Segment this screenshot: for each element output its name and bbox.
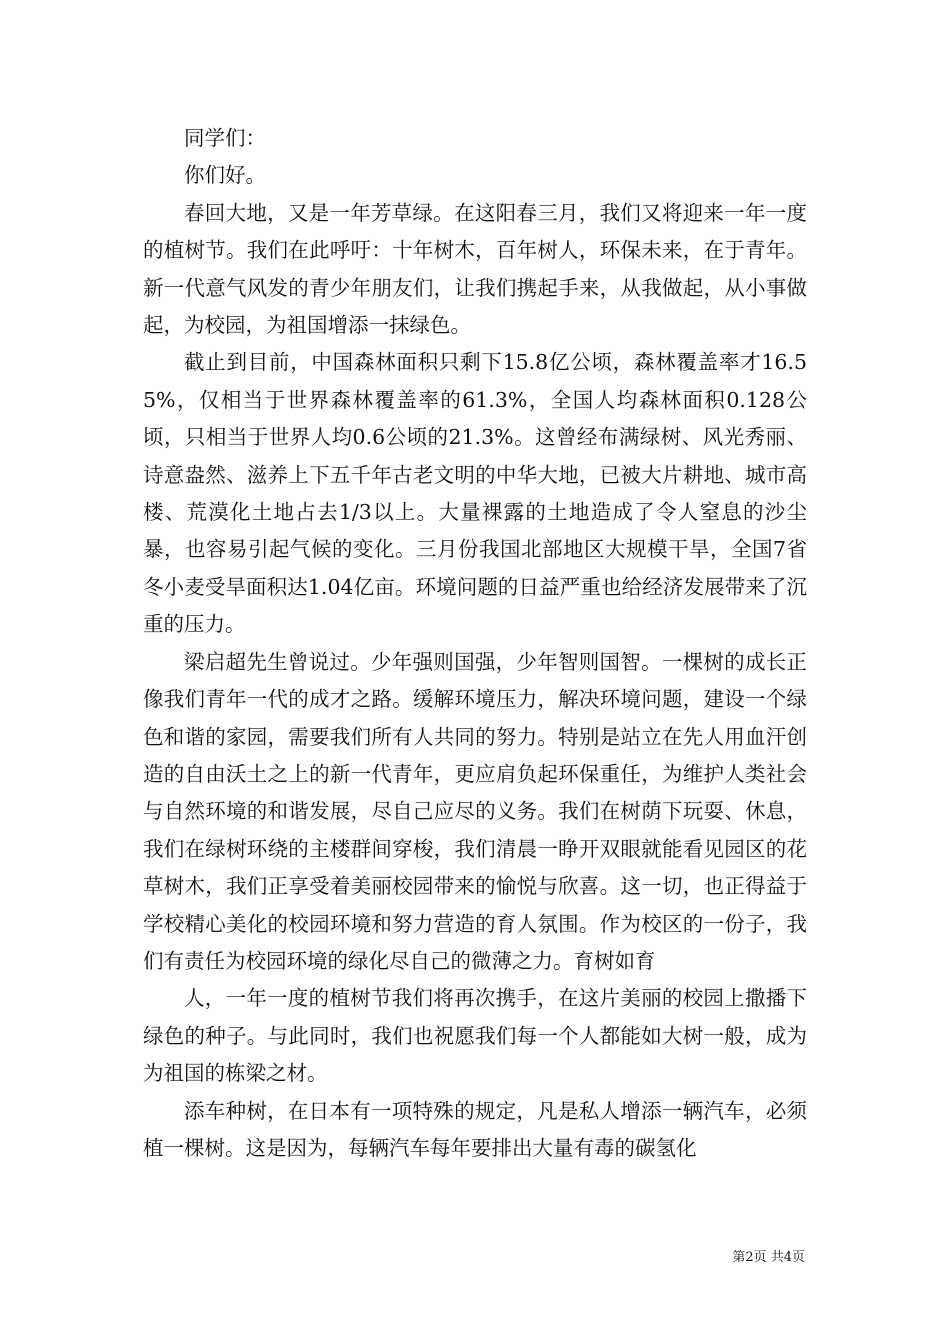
page-number-footer: 第2页 共4页 (732, 1250, 805, 1265)
paragraph-japan-cars: 添车种树，在日本有一项特殊的规定，凡是私人增添一辆汽车，必须植一棵树。这是因为，每辆汽车每年要排出大量有毒的碳氢化 (143, 1098, 807, 1160)
paragraph-youth-responsibility: 梁启超先生曾说过。少年强则国强，少年智则国智。一棵树的成长正像我们青年一代的成才之路。缓解环境压力，解决环境问题，建设一个绿色和谐的家园，需要我们所有人共同的努力。特别是站立在先人用血汗创造的自由沃土之上的新一代青年，更应肩负起环保重任，为维护人类社会与自然环境的和谐发展，尽自己应尽的义务。我们在树荫下玩耍、休息，我们在绿树环绕的主楼群间穿梭，我们清晨一睁开双眼就能看见园区的花草树木，我们正享受着美丽校园带来的愉悦与欣喜。这一切，也正得益于学校精心美化的校园环境和努力营造的育人氛围。作为校区的一份子，我们有责任为校园环境的绿化尽自己的微薄之力。育树如育 (143, 649, 807, 973)
greeting: 你们好。 (184, 163, 266, 188)
paragraph-forest-statistics: 截止到目前，中国森林面积只剩下15.8亿公顷，森林覆盖率才16.55%，仅相当于世界森林覆盖率的61.3%，全国人均森林面积0.128公顷，只相当于世界人均0.6公顷的21.3%。这曾经布满绿树、风光秀丽、诗意盎然、滋养上下五千年古老文明的中华大地，已被大片耕地、城市高楼、荒漠化土地占去1/3以上。大量裸露的土地造成了令人窒息的沙尘暴，也容易引起气候的变化。三月份我国北部地区大规模干旱，全国7省冬小麦受旱面积达1.04亿亩。环境问题的日益严重也给经济发展带来了沉重的压力。 (143, 350, 807, 637)
paragraph-spring: 春回大地，又是一年芳草绿。在这阳春三月，我们又将迎来一年一度的植树节。我们在此呼吁：十年树木，百年树人，环保未来，在于青年。新一代意气风发的青少年朋友们，让我们携起手来，从我做起，从小事做起，为校园，为祖国增添一抹绿色。 (143, 200, 807, 338)
paragraph-arbor-day: 人，一年一度的植树节我们将再次携手，在这片美丽的校园上撒播下绿色的种子。与此同时，我们也祝愿我们每一个人都能如大树一般，成为为祖国的栋梁之材。 (143, 986, 807, 1086)
salutation: 同学们： (184, 126, 266, 150)
document-body (143, 120, 807, 1167)
